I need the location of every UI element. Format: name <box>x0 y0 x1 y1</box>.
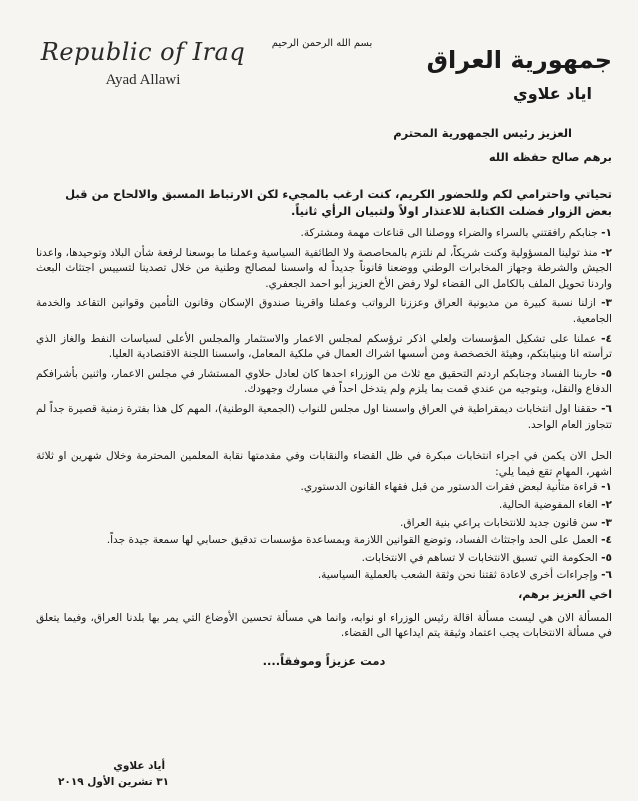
address-line: اخي العزيز برهم، <box>518 587 612 601</box>
list-item <box>36 568 612 584</box>
list-item <box>36 551 612 567</box>
item-number: ٢- <box>601 498 612 511</box>
list-item <box>36 367 612 398</box>
list-item <box>36 226 612 242</box>
item-text: الغاء المفوضية الحالية. <box>498 498 598 511</box>
closing-line: دمت عزيزاً وموفقاً.... <box>262 654 386 669</box>
achievements-list <box>36 226 612 433</box>
item-text: العمل على الحد واجتثاث الفساد، وتوضع القوانين اللازمة وبمساعدة مؤسسات تدقيق حسابي لها سمعة جيدة جداً. <box>106 534 598 547</box>
letter-body <box>36 126 612 668</box>
basmala: بسم الله الرحمن الرحيم <box>271 38 373 49</box>
arabic-name: اياد علاوي <box>513 84 592 103</box>
salutation-line-2: برهم صالح حفظه الله <box>488 150 612 164</box>
item-number: ٤- <box>601 534 612 547</box>
item-number: ١- <box>601 227 612 239</box>
final-paragraph: المسألة الان هي ليست مسألة اقالة رئيس الوزراء او نوابه، وانما هي مسألة تحسين الأوضاع التي يمر بها بلدنا العراق، وفيما يتعلق في مسألة الانتخابات يجب اعتماد وثيقة يتم ايداعها الى القضاء. <box>36 611 612 640</box>
english-name: Ayad Allawi <box>105 72 181 88</box>
english-letterhead <box>38 38 248 89</box>
item-text: عملنا على تشكيل المؤسسات ولعلي اذكر ترؤسكم لمجلس الاعمار والاستثمار والمجلس الأعلى لسياسات النفط والغاز الذي ترأسته انا وبنيابتكم، وهيئة الخصخصة ومن أسسها اشراك العمال في ملكية المعامل، واسسنا اللجنة الاقتصادية العليا. <box>36 332 612 361</box>
signature-name: أياد علاوي <box>113 760 166 772</box>
item-number: ٦- <box>601 402 612 415</box>
solution-paragraph: الحل الان يكمن في اجراء انتخابات مبكرة في ظل القضاء والنقابات وفي مقدمتها نقابة المعلمين المحترمة وخلال شهرين او ثلاثة اشهر، المهام تقع فيما يلي: <box>36 450 612 478</box>
item-text: الحكومة التي تسبق الانتخابات لا تساهم في الانتخابات. <box>361 551 598 564</box>
signature-block <box>58 758 169 790</box>
item-text: جنابكم رافقتني بالسراء والضراء ووصلنا الى قناعات مهمة ومشتركة. <box>300 227 598 239</box>
item-text: ازلنا نسبة كبيرة من مديونية العراق وعززنا الرواتب وعملنا واقرينا صندوق الإسكان وقانون التأمين وقوانين التقاعد والخدمة الجامعية. <box>36 297 612 325</box>
arabic-letterhead <box>422 46 612 103</box>
item-text: حققنا اول انتخابات ديمقراطية في العراق واسسنا اول مجلس للنواب (الجمعية الوطنية)، المهم كل هذا بفترة زمنية قصيرة جداً لم تتجاوز العام الواحد. <box>36 402 612 431</box>
list-item <box>36 332 612 363</box>
salutation-line-1: العزيز رئيس الجمهورية المحترم <box>393 126 572 140</box>
item-number: ٢- <box>601 246 613 259</box>
item-number: ٤- <box>601 332 612 345</box>
item-number: ٣- <box>601 297 612 310</box>
item-text: حاربنا الفساد وجنابكم اردتم التحقيق مع ثلاث من الوزراء احدها كان لعادل حلاوي المستشار في مجلس الاعمار، واثنين بأشرافكم الدفاع والنقل، وبتوجيه من عندي قمت بما يلزم ولم يتدخل احداً في مسارك وجهودك. <box>36 367 612 396</box>
item-number: ٦- <box>601 569 612 582</box>
arabic-title: جمهورية العراق <box>426 46 612 74</box>
list-item <box>36 296 612 327</box>
english-title: Republic of Iraq <box>40 38 246 66</box>
item-text: وإجراءات أخرى لاعادة ثقتنا نحن وثقة الشعب بالعملية السياسية. <box>317 569 598 582</box>
item-number: ١- <box>601 481 612 494</box>
item-text: سن قانون جديد للانتخابات يراعي بنية العراق. <box>400 516 598 529</box>
item-number: ٣- <box>601 516 612 529</box>
item-text: منذ تولينا المسؤولية وكنت شريكاً، لم نلتزم بالمحاصصة ولا الطائفية السياسية وعملنا ما بوسعنا لرفعة شأن البلاد وتوحيدها، واعدنا الجيش والشرطة وجهاز المخابرات الوطني ووضعنا قانوناً جديداً له واسسنا لمصالح وطنية من خلال تصدينا لتسييس اجتثاث البعث واردنا تحويل الملف بالكامل الى القضاء لولا رفض الأخ العزيز أبو احمد الجعفري. <box>36 246 612 290</box>
item-number: ٥- <box>601 367 612 380</box>
list-item <box>36 246 612 293</box>
list-item <box>36 533 612 549</box>
item-number: ٥- <box>601 551 612 564</box>
intro-paragraph: تحياتي واحترامي لكم وللحضور الكريم، كنت ارغب بالمجيء لكن الارتباط المسبق والالحاح من قبل بعض الزوار فضلت الكتابة للاعتذار اولاً ولتبيان الرأي ثانياً. <box>65 187 612 218</box>
tasks-list <box>36 480 612 584</box>
list-item <box>36 402 612 433</box>
list-item <box>36 480 612 496</box>
list-item <box>36 498 612 514</box>
signature-date: ٣١ تشرين الأول ٢٠١٩ <box>58 776 170 788</box>
item-text: قراءة متأنية لبعض فقرات الدستور من قبل فقهاء القانون الدستوري. <box>300 481 598 494</box>
list-item <box>36 516 612 532</box>
